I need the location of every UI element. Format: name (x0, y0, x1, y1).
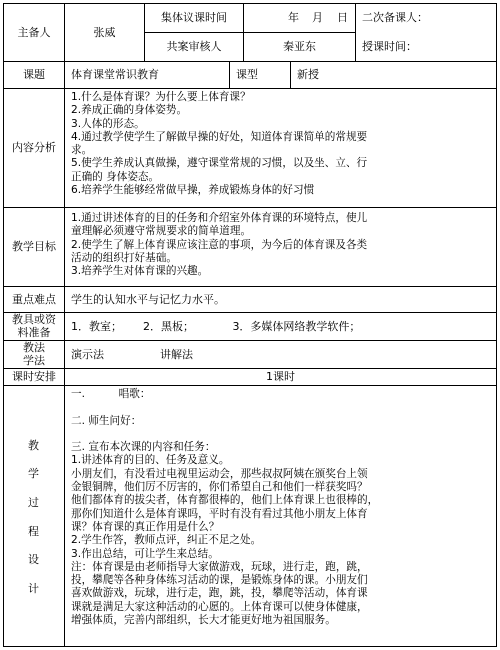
process-line: 小朋友们，有没看过电视里运动会，那些叔叔阿姨在颁奖台上领 (71, 467, 368, 480)
table-border-bottom (3, 646, 497, 647)
process-label-char: 学 (28, 467, 39, 480)
schedule-label: 课时安排 (12, 370, 56, 383)
schedule-value: 1课时 (266, 370, 295, 383)
process-line: 投，攀爬等各种身体练习活动的课，是锻炼身体的课。小朋友们 (71, 574, 368, 587)
content-line: 正确的 身体姿态。 (71, 170, 160, 183)
content-line: 4.通过教学使学生了解做早操的好处，知道体育课简单的常规要 (71, 130, 368, 143)
day-label: 日 (337, 11, 348, 24)
objectives-text (65, 208, 496, 286)
process-label-char: 计 (28, 582, 39, 595)
key-points-value: 学生的认知水平与记忆力水平。 (71, 292, 225, 306)
process-label-char: 设 (28, 553, 39, 566)
process-line: 1.讲述体育的目的、任务及意义。 (71, 454, 230, 467)
objective-line: 2.使学生了解上体育课应该注意的事项，为今后的体育课及各类 (71, 238, 368, 251)
content-analysis-label: 内容分析 (12, 141, 56, 154)
process-line: 喜欢做游戏，玩球，进行走，跑，跳，投，攀爬等活动，体育课 (71, 587, 368, 600)
year-label: 年 (288, 11, 299, 24)
topic-value: 体育课堂常识教育 (71, 68, 159, 81)
methods-value: 演示法 讲解法 (71, 347, 193, 361)
process-line: 3.作出总结，可让学生来总结。 (71, 547, 219, 560)
process-line: 2.学生作答，教师点评，纠正不足之处。 (71, 534, 262, 547)
process-label-char: 过 (28, 496, 39, 509)
process-line: 增强体质，完善内部组织，长大才能更好地为祖国服务。 (71, 614, 336, 627)
objective-line: 3.培养学生对体育课的兴趣。 (71, 265, 209, 278)
objective-line: 童理解必须遵守常规要求的简单道理。 (71, 225, 252, 238)
preparer-label: 主备人 (17, 25, 51, 39)
process-line: 二. 师生问好： (71, 414, 142, 427)
content-analysis-text (65, 89, 496, 207)
lesson-type-value: 新授 (297, 68, 319, 81)
content-line: 5.使学生养成认真做操，遵守课堂常规的习惯，以及坐、立、行 (71, 157, 368, 170)
process-line (71, 428, 496, 441)
preparer-name: 张威 (93, 25, 116, 39)
process-line: 课就是满足大家这种活动的心愿的。上体育课可以使身体健康， (71, 600, 368, 613)
content-line: 1.什么是体育课？为什么要上体育课？ (71, 91, 251, 103)
second-preparer-label: 二次备课人： (362, 11, 428, 24)
content-line: 6.培养学生能够经常做早操，养成锻炼身体的好习惯 (71, 184, 315, 197)
objective-line: 活动的组织打好基础。 (71, 251, 177, 264)
materials-label-line1: 教具或资 (12, 313, 56, 326)
content-line: 2.养成正确的身体姿势。 (71, 104, 188, 117)
process-line: 金银铜牌，他们厉不厉害的，你们希望自己和他们一样获奖吗？ (71, 481, 368, 494)
meeting-date-field (244, 4, 355, 32)
topic-label: 课题 (23, 68, 45, 81)
process-label-char: 程 (28, 525, 39, 538)
methods-label-line2: 学法 (23, 354, 45, 367)
key-points-label: 重点难点 (12, 292, 56, 306)
content-line: 求。 (71, 144, 93, 157)
process-line: 一. 唱歌： (71, 388, 151, 400)
reviewer-label: 共案审核人 (166, 40, 222, 53)
meeting-time-label: 集体议课时间 (161, 11, 227, 24)
process-line: 课？体育课的真正作用是什么？ (71, 520, 220, 533)
process-label (4, 386, 64, 646)
process-line: 注：体育课是由老师指导大家做游戏，玩球，进行走，跑，跳， (71, 560, 368, 573)
lesson-type-label: 课型 (236, 68, 258, 81)
teaching-time-label: 授课时间： (362, 40, 417, 53)
table-border-right (496, 3, 497, 647)
month-label: 月 (312, 11, 323, 24)
objective-line: 1.通过讲述体育的目的任务和介绍室外体育课的环境特点，使儿 (71, 212, 368, 224)
process-line (71, 401, 496, 414)
process-text (65, 386, 496, 646)
process-line: 那你们知道什么是体育课吗，平时有没有看过其他小朋友上体育 (71, 507, 368, 520)
materials-label-line2: 料准备 (17, 326, 51, 339)
reviewer-name: 秦亚东 (283, 40, 316, 53)
materials-value: 1．教室； 2．黑板； 3．多媒体网络教学软件； (71, 319, 361, 333)
content-line: 3.人体的形态。 (71, 117, 145, 130)
process-line: 他们都体育的拔尖者，体育都很棒的，他们上体育课上也很棒的， (71, 494, 379, 507)
objectives-label: 教学目标 (12, 240, 56, 253)
methods-label-line1: 教法 (23, 341, 45, 354)
process-label-char: 教 (28, 439, 39, 452)
materials-label (4, 313, 64, 340)
methods-label (4, 341, 64, 368)
process-line: 三. 宣布本次课的内容和任务： (71, 441, 216, 454)
